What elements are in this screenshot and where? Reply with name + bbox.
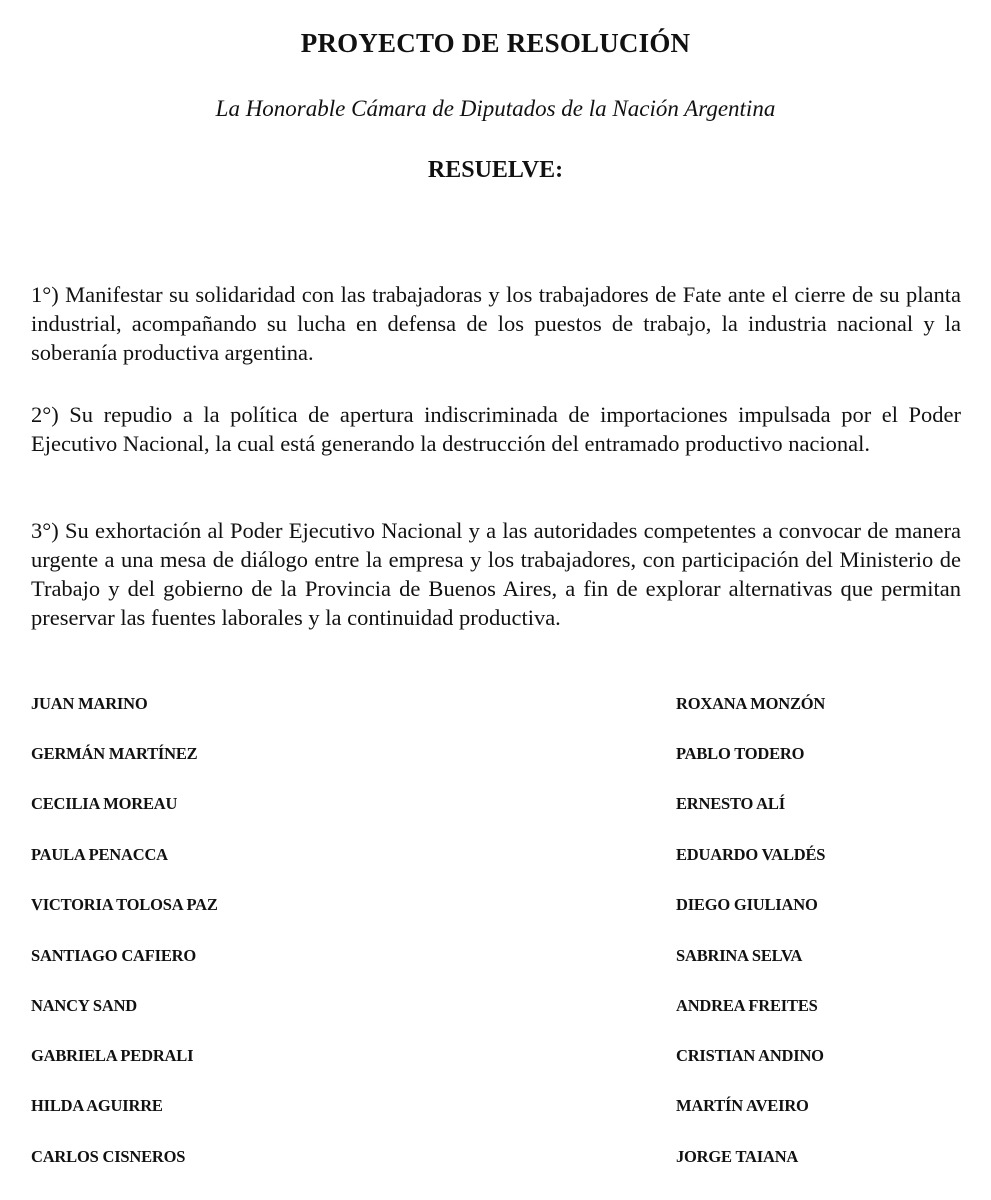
signer-right: ROXANA MONZÓN xyxy=(676,694,826,713)
document-title: PROYECTO DE RESOLUCIÓN xyxy=(300,28,691,58)
signer-right: JORGE TAIANA xyxy=(676,1147,799,1166)
signer-right: MARTÍN AVEIRO xyxy=(676,1096,809,1115)
signer-left: GERMÁN MARTÍNEZ xyxy=(31,744,198,763)
signer-right: CRISTIAN ANDINO xyxy=(676,1046,824,1065)
signer-right: ANDREA FREITES xyxy=(676,996,818,1015)
signer-left: CECILIA MOREAU xyxy=(31,794,178,813)
resolution-article-1: 1°) Manifestar su solidaridad con las trabajadoras y los trabajadores de Fate ante el cierre de su planta industrial, acompañando su lucha en defensa de los puestos de trabajo, la industria nacional y la soberanía productiva argentina. xyxy=(31,282,961,365)
signer-left: SANTIAGO CAFIERO xyxy=(31,946,197,965)
signer-left: PAULA PENACCA xyxy=(31,845,168,864)
signer-left: GABRIELA PEDRALI xyxy=(31,1046,194,1065)
resolves-heading: RESUELVE: xyxy=(427,157,564,183)
signer-right: DIEGO GIULIANO xyxy=(676,895,818,914)
signer-left: NANCY SAND xyxy=(31,996,138,1015)
signer-left: JUAN MARINO xyxy=(31,694,148,713)
signer-left: VICTORIA TOLOSA PAZ xyxy=(31,895,218,914)
resolution-article-3: 3°) Su exhortación al Poder Ejecutivo Nacional y a las autoridades competentes a convocar de manera urgente a una mesa de diálogo entre la empresa y los trabajadores, con participación del Ministerio de Trabajo y del gobierno de la Provincia de Buenos Aires, a fin de explorar alternativas que permitan preservar las fuentes laborales y la continuidad productiva. xyxy=(31,518,961,630)
signer-right: SABRINA SELVA xyxy=(676,946,803,965)
document-subtitle: La Honorable Cámara de Diputados de la Nación Argentina xyxy=(215,96,776,121)
signer-right: EDUARDO VALDÉS xyxy=(676,845,826,864)
signer-left: HILDA AGUIRRE xyxy=(31,1096,163,1115)
signer-right: ERNESTO ALÍ xyxy=(676,794,785,813)
signer-right: PABLO TODERO xyxy=(676,744,805,763)
signatories-list xyxy=(0,694,991,1184)
resolution-article-2: 2°) Su repudio a la política de apertura indiscriminada de importaciones impulsada por el Poder Ejecutivo Nacional, la cual está generando la destrucción del entramado productivo nacional. xyxy=(31,402,961,456)
signer-left: CARLOS CISNEROS xyxy=(31,1147,186,1166)
